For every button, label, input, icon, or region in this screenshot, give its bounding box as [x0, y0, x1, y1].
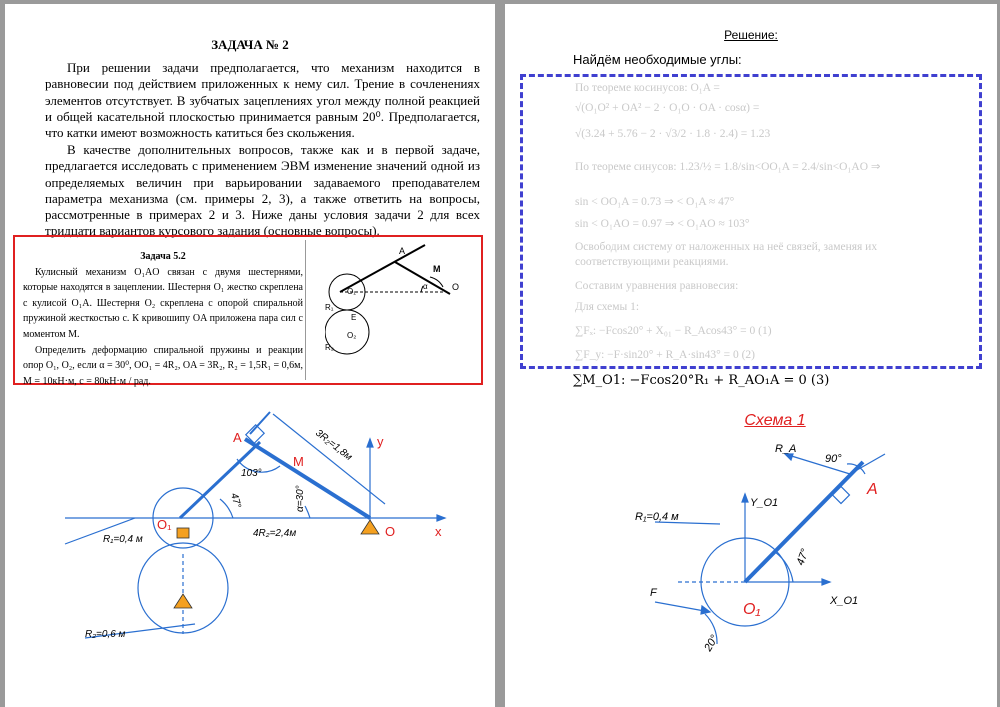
diagram-label-xo1: X_O1: [830, 595, 859, 607]
diagram-label-ra: R_A: [775, 443, 797, 455]
faded-line: ∑F_y: −F·sin20° + R_A·sin43° = 0 (2): [575, 349, 755, 361]
drawing-label-r2: R₂=0,6 м: [85, 629, 126, 640]
crank-line: [245, 439, 370, 518]
mechanism-drawing: [5, 394, 495, 707]
faded-line: √(O₁O² + OA² − 2 · O₁O · OA · cosα) =: [575, 102, 760, 114]
extra-questions-paragraph: В качестве дополнительных вопросов, также как и в первой задаче, предлагается исследовать с применением ЭВМ изменение значений одной из определяемых величин при варьировании задаваемого преподавателем параметра механизма (см. примеры 2, 3), а также ответить на вопросы, рассмотренные в примерах 2 и 3. Ниже даны условия задачи 2 для всех тридцати вариантов курсового задания (основные вопросы).: [45, 142, 480, 239]
fig-label-m: M: [433, 264, 441, 274]
drawing-label-o1: O₁: [157, 517, 172, 532]
fig-label-alpha: α: [423, 282, 428, 291]
left-page: [5, 4, 495, 707]
free-body-diagram: [635, 434, 905, 684]
task-text: [23, 249, 303, 389]
diagram-label-20: 20°: [702, 633, 721, 654]
fig-label-e: E: [351, 313, 357, 322]
angles-heading: Найдём необходимые углы:: [573, 52, 742, 67]
drawing-label-r1: R₁=0,4 м: [103, 534, 143, 545]
slider-guide: [850, 454, 885, 474]
task-divider: [305, 240, 306, 380]
x-axis-arrow: [437, 515, 445, 521]
intro-paragraph: При решении задачи предполагается, что механизм находится в равновесии под действием приложенных к нему сил. Трение в сочленениях элементов отсутствует. В зубчатых зацеплениях угол между полной реакцией и общей касательной плоскостью принимается равным 20⁰. Предполагается, что катки имеют возможность катиться без скольжения.: [45, 60, 480, 141]
drawing-label-x: x: [435, 524, 442, 539]
schema-title: Схема 1: [744, 412, 806, 429]
solution-heading: Решение:: [724, 28, 778, 42]
faded-line: Составим уравнения равновесия:: [575, 280, 739, 292]
diagram-label-yo1: Y_O1: [750, 497, 779, 509]
drawing-label-y: y: [377, 434, 384, 449]
drawing-label-4r2: 4R₂=2,4м: [253, 528, 297, 539]
faded-line: По теореме синусов: 1.23/½ = 1.8/sin<OO₁A = 2.4/sin<O₁AO ⇒: [575, 161, 881, 173]
support-o1: [177, 528, 189, 538]
x-reaction-arrow: [822, 579, 830, 585]
faded-line: sin < OO₁A = 0.73 ⇒ < O₁A ≈ 47°: [575, 196, 735, 208]
drawing-label-47: 47°: [228, 491, 243, 510]
drawing-label-m: M: [293, 454, 304, 469]
task-question: Определить деформацию спиральной пружины и реакции опор O₁, O₂, если α = 30⁰, OO₁ = 4R₂, OA = 3R₂, R₂ = 1,5R₁ = 0,6м, M = 10кН·м, c = 80кН·м / рад.: [23, 344, 303, 387]
fig-label-o: O: [452, 282, 460, 292]
task-title: Задача 5.2: [140, 251, 186, 262]
support-o: [361, 520, 379, 534]
fig-label-r1: R₁: [325, 303, 334, 312]
drawing-label-o: O: [385, 524, 396, 539]
fig-label-o1: O₁: [347, 287, 356, 296]
faded-line: соответствующими реакциями.: [575, 256, 729, 268]
diagram-label-a: A: [867, 481, 878, 498]
task-condition: Кулисный механизм O₁AO связан с двумя шестернями, которые находятся в зацеплении. Шестерня O₁ жестко скреплена с кулисой O₁A. Шестерня O₂ скреплена с опорой спиральной пружиной жесткостью c. К кривошипу OA приложена пара сил с моментом M.: [23, 266, 303, 340]
faded-line: √(3.24 + 5.76 − 2 · √3/2 · 1.8 · 2.4) = 1.23: [575, 128, 771, 140]
faded-line: sin < O₁AO = 0.97 ⇒ < O₁AO ≈ 103°: [575, 218, 750, 230]
mechanism-figure: [325, 242, 475, 382]
y-axis-arrow: [367, 439, 373, 447]
faded-line: ∑Fₓ: −Fcos20° + X₀₁ − R_Acos43° = 0 (1): [575, 325, 772, 337]
kulisa-tail: [250, 412, 270, 434]
drawing-label-30: α=30°: [295, 485, 306, 512]
moment-equation: ∑M_O1: −Fcos20°R₁ + R_AO₁A = 0 (3): [573, 373, 830, 388]
diagram-label-90: 90°: [825, 453, 842, 465]
angle-47-arc: [775, 552, 793, 582]
fig-label-o2: O₂: [347, 331, 357, 340]
faded-line: По теореме косинусов: O₁A =: [575, 82, 720, 94]
task-heading: ЗАДАЧА № 2: [211, 37, 289, 52]
diagram-label-f: F: [650, 587, 657, 599]
diagram-label-r1: R₁=0,4 м: [635, 511, 679, 523]
fig-label-r2: R₂: [325, 343, 334, 352]
drawing-label-103: 103°: [241, 468, 262, 479]
faded-line: Освободим систему от наложенных на неё связей, заменяя их: [575, 241, 878, 253]
fig-kulisa: [340, 245, 425, 292]
y-reaction-arrow: [742, 494, 748, 502]
fig-label-a: A: [399, 246, 406, 256]
support-o2: [174, 594, 192, 608]
diagram-label-o1: O₁: [743, 601, 761, 618]
faded-line: Для схемы 1:: [575, 301, 640, 313]
drawing-label-3r2: 3R₂=1,8м: [313, 427, 354, 463]
diagram-label-47: 47°: [794, 547, 812, 568]
kulisa-line: [180, 442, 260, 518]
right-page: [505, 4, 997, 707]
drawing-label-a: A: [233, 430, 242, 445]
